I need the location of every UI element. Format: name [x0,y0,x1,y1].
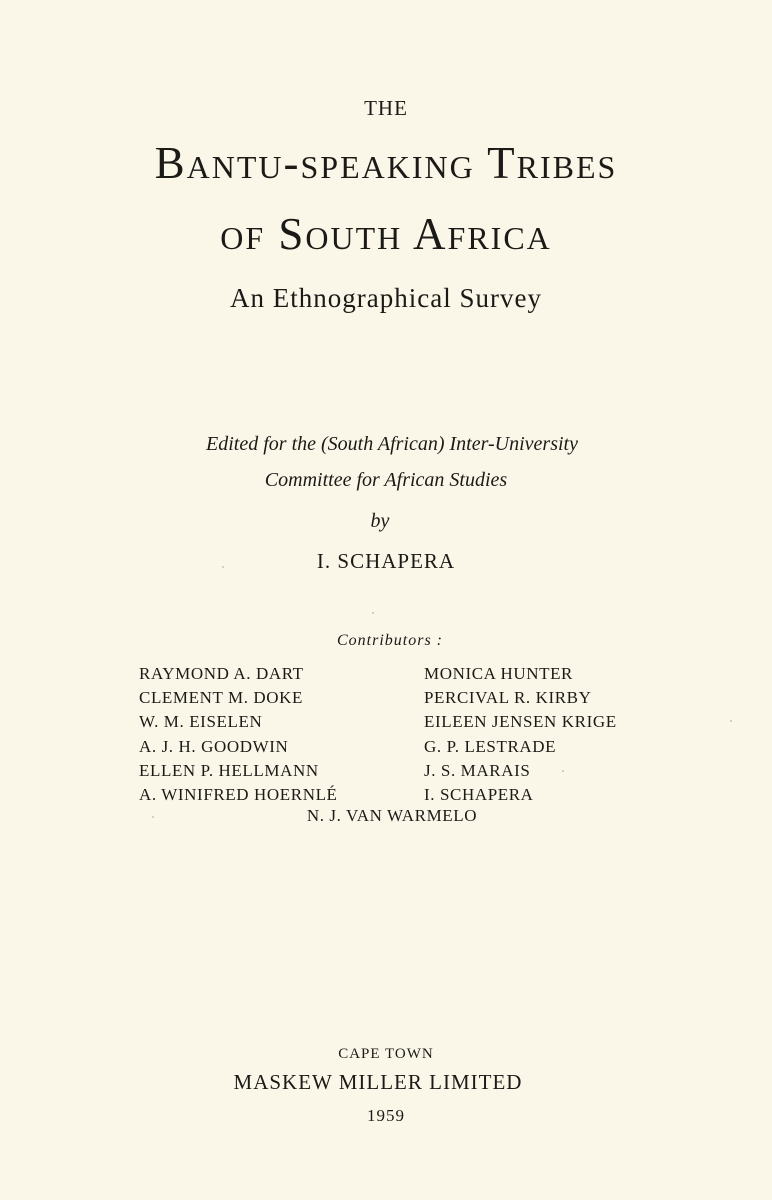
contributor-name: I. SCHAPERA [424,784,534,804]
by-label: by [370,510,390,532]
contributors-left-column [139,662,338,807]
contributors-heading: Contributors : [336,632,443,649]
publisher-city: CAPE TOWN [338,1046,434,1062]
contributor-name: CLEMENT M. DOKE [139,688,304,708]
edited-for-line-1: Edited for the (South African) Inter-University [206,433,578,455]
contributor-name: ELLEN P. HELLMANN [139,760,319,780]
contributor-name-centered: N. J. VAN WARMELO [306,806,478,825]
paper-speck [152,816,154,818]
contributor-name: MONICA HUNTER [424,664,573,683]
publisher-name: MASKEW MILLER LIMITED [233,1070,523,1094]
contributor-name: EILEEN JENSEN KRIGE [424,712,617,732]
book-subtitle: An Ethnographical Survey [230,283,542,313]
paper-speck [562,770,564,772]
book-title-line-1: Bantu-speaking Tribes [154,138,618,188]
paper-speck [372,612,374,614]
title-article: THE [364,96,408,120]
contributor-name: A. WINIFRED HOERNLÉ [139,784,338,804]
contributor-name: PERCIVAL R. KIRBY [424,688,592,708]
contributor-name: G. P. LESTRADE [424,736,557,756]
contributors-right-column [424,662,617,807]
contributor-name: J. S. MARAIS [424,760,531,780]
contributor-name: W. M. EISELEN [139,712,263,732]
publication-year: 1959 [367,1106,405,1125]
paper-speck [730,720,732,722]
edited-for-line-2: Committee for African Studies [264,469,508,491]
paper-speck [222,566,224,568]
contributor-name: A. J. H. GOODWIN [139,736,289,756]
editor-name: I. SCHAPERA [316,549,456,573]
book-title-line-2: of South Africa [220,209,552,259]
contributor-name: RAYMOND A. DART [139,664,304,683]
